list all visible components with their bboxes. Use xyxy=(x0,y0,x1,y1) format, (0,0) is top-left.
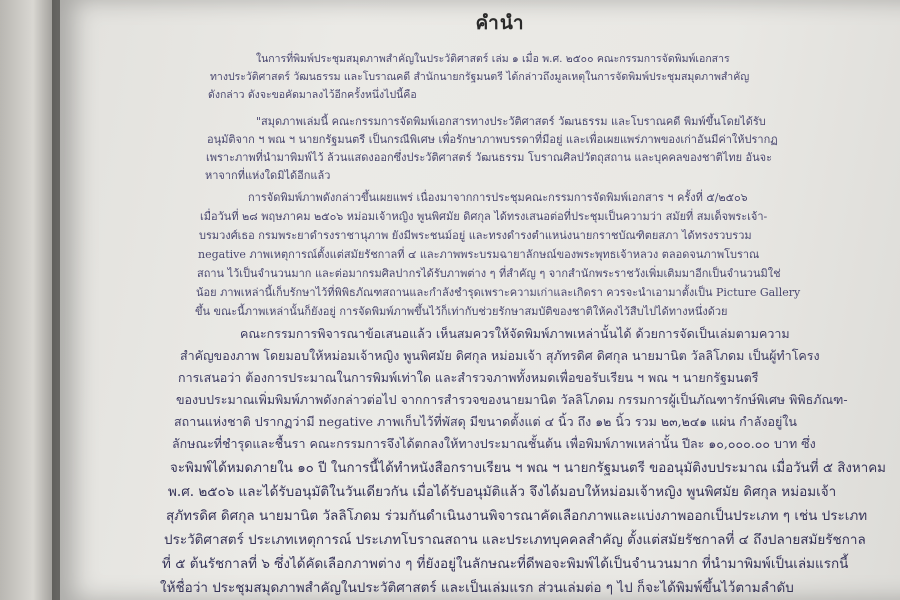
text-line: ขึ้น ขณะนี้ภาพเหล่านั้นก็ยังอยู่ การจัดพิมพ์ภาพขึ้นไว้ก็เท่ากับช่วยรักษาสมบัติของชาติให้คงไว้สืบไปได้ทางหนึ่งด้วย xyxy=(195,305,728,318)
text-line: บรมวงศ์เธอ กรมพระยาดำรงราชานุภาพ ยังมีพระชนม์อยู่ และทรงดำรงตำแหน่งนายกราชบัณฑิตยสภา ได้ทรงรวบรวม xyxy=(199,229,752,242)
text-line: คณะกรรมการพิจารณาข้อเสนอแล้ว เห็นสมควรให้จัดพิมพ์ภาพเหล่านั้นได้ ด้วยการจัดเป็นเล่มตามความ xyxy=(240,326,790,341)
text-line: "สมุดภาพเล่มนี้ คณะกรรมการจัดพิมพ์เอกสารทางประวัติศาสตร์ วัฒนธรรม และโบราณคดี พิมพ์ขึ้นโดยได้รับ xyxy=(256,115,766,128)
text-line: ในการที่พิมพ์ประชุมสมุดภาพสำคัญในประวัติศาสตร์ เล่ม ๑ เมื่อ พ.ศ. ๒๕๐๐ คณะกรรมการจัดพิมพ์เอกสาร xyxy=(256,53,730,65)
document-page xyxy=(60,0,900,600)
text-line: อนุมัติจาก ฯ พณ ฯ นายกรัฐมนตรี เป็นกรณีพิเศษ เพื่อรักษาภาพบรรดาที่มีอยู่ และเพื่อเผยแพร่ภาพของเก่าอันมีค่าให้ปรากฏ xyxy=(207,133,778,146)
facing-page-edge xyxy=(0,0,60,600)
text-line: ทางประวัติศาสตร์ วัฒนธรรม และโบราณคดี สำนักนายกรัฐมนตรี ได้กล่าวถึงมูลเหตุในการจัดพิมพ์ประชุมสมุดภาพสำคัญ xyxy=(210,71,750,83)
text-line: การเสนอว่า ต้องการประมาณในการพิมพ์เท่าใด และสำรวจภาพทั้งหมดเพื่อขอรับเรียน ฯ พณ ฯ นายกรัฐมนตรี xyxy=(178,370,759,385)
text-line: ของบประมาณเพิ่มพิมพ์ภาพดังกล่าวต่อไป จากการสำรวจของนายมานิต วัลลิโภดม กรรมการผู้เป็นภัณฑารักษ์พิเศษ พิพิธภัณฑ- xyxy=(176,392,848,407)
text-line: เมื่อวันที่ ๒๘ พฤษภาคม ๒๕๐๖ หม่อมเจ้าหญิง พูนพิศมัย ดิศกุล ได้ทรงเสนอต่อที่ประชุมเป็นความว่า สมัยที่ สมเด็จพระเจ้า- xyxy=(200,210,768,223)
text-line: ลักษณะที่ชำรุดและชื้นรา คณะกรรมการจึงได้ตกลงให้ทางประมาณชั้นต้น เพื่อพิมพ์ภาพเหล่านั้น ปีละ ๑๐,๐๐๐.๐๐ บาท ซึ่ง xyxy=(172,436,816,451)
text-line: จะพิมพ์ได้หมดภายใน ๑๐ ปี ในการนี้ได้ทำหนังสือกราบเรียน ฯ พณ ฯ นายกรัฐมนตรี ขออนุมัติงบประมาณ เมื่อวันที่ ๕ สิงหาคม xyxy=(170,460,886,476)
text-line: น้อย ภาพเหล่านี้เก็บรักษาไว้ที่พิพิธภัณฑสถานและกำลังชำรุดเพราะความเก่าและเกิดรา ควรจะนำเอามาตั้งเป็น Picture Gallery xyxy=(196,286,801,299)
text-line: สุภัทรดิศ ดิศกุล นายมานิต วัลลิโภดม ร่วมกันดำเนินงานพิจารณาคัดเลือกภาพและแบ่งภาพออกเป็นประเภท ๆ เช่น ประเภท xyxy=(166,508,868,524)
text-line: negative ภาพเหตุการณ์ตั้งแต่สมัยรัชกาลที่ ๔ และภาพพระบรมฉายาลักษณ์ของพระพุทธเจ้าหลวง ตลอดจนภาพโบราณ xyxy=(198,248,760,261)
text-line: ประวัติศาสตร์ ประเภทเหตุการณ์ ประเภทโบราณสถาน และประเภทบุคคลสำคัญ ตั้งแต่สมัยรัชกาลที่ ๔ ถึงปลายสมัยรัชกาล xyxy=(164,532,866,548)
text-line: พ.ศ. ๒๕๐๖ และได้รับอนุมัติในวันเดียวกัน เมื่อได้รับอนุมัติแล้ว จึงได้มอบให้หม่อมเจ้าหญิง พูนพิศมัย ดิศกุล หม่อมเจ้า xyxy=(168,484,837,500)
text-line: สถาน ไว้เป็นจำนวนมาก และต่อมากรมศิลปากรได้รับภาพต่าง ๆ ที่สำคัญ ๆ จากสำนักพระราชวังเพิ่มเติมมาอีกเป็นจำนวนมิใช่ xyxy=(197,267,781,280)
text-line: หาจากที่แห่งใดมิได้อีกแล้ว xyxy=(205,169,331,182)
page-title: คำนำ xyxy=(475,12,525,34)
text-line: สถานแห่งชาติ ปรากฏว่ามี negative ภาพเก็บไว้ที่พัสดุ มีขนาดตั้งแต่ ๔ นิ้ว ถึง ๑๒ นิ้ว รวม ๒๓,๒๔๑ แผ่น กำลังอยู่ใน xyxy=(174,414,797,429)
text-line: ที่ ๕ ต้นรัชกาลที่ ๖ ซึ่งได้คัดเลือกภาพต่าง ๆ ที่ยังอยู่ในลักษณะที่ดีพอจะพิมพ์ได้เป็นจำนวนมาก ที่นำมาพิมพ์เป็นเล่มแรกนี้ xyxy=(162,556,849,572)
text-line: ให้ชื่อว่า ประชุมสมุดภาพสำคัญในประวัติศาสตร์ และเป็นเล่มแรก ส่วนเล่มต่อ ๆ ไป ก็จะได้พิมพ์ขึ้นไว้ตามลำดับ xyxy=(160,580,794,596)
text-line: เพราะภาพที่นำมาพิมพ์ไว้ ล้วนแสดงออกซึ่งประวัติศาสตร์ วัฒนธรรม โบราณศิลปวัตถุสถาน และบุคคลของชาติไทย อันจะ xyxy=(206,151,773,164)
text-line: สำคัญของภาพ โดยมอบให้หม่อมเจ้าหญิง พูนพิศมัย ดิศกุล หม่อมเจ้า สุภัทรดิศ ดิศกุล นายมานิต วัลลิโภดม เป็นผู้ทำโครง xyxy=(180,348,820,363)
text-line: การจัดพิมพ์ภาพดังกล่าวขึ้นเผยแพร่ เนื่องมาจากการประชุมคณะกรรมการจัดพิมพ์เอกสาร ฯ ครั้งที่ ๕/๒๕๐๖ xyxy=(248,191,748,204)
text-line: ดังกล่าว ดังจะขอคัดมาลงไว้อีกครั้งหนึ่งไปนี้คือ xyxy=(208,89,417,101)
